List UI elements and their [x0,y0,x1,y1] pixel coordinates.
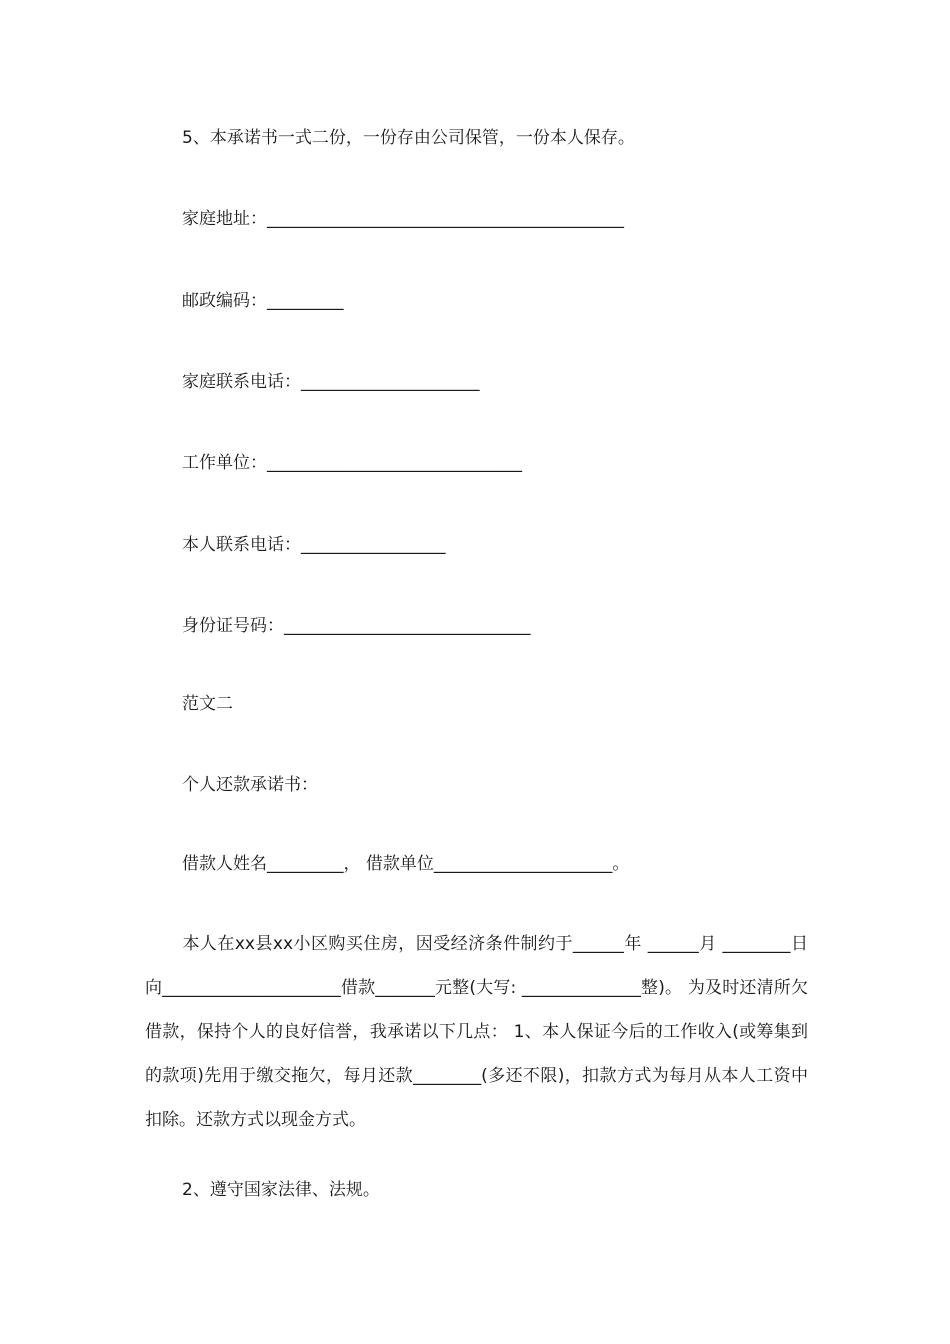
borrower-line: 借款人姓名_________， 借款单位_____________________。 [182,854,630,874]
work-unit-field: 工作单位：______________________________ [182,453,522,473]
home-phone-field: 家庭联系电话：_____________________ [182,372,480,392]
letter-title: 个人还款承诺书： [182,775,318,795]
home-address-field: 家庭地址：__________________________________________ [182,209,624,229]
body-paragraph [145,922,808,1142]
id-number-field: 身份证号码：_____________________________ [182,616,531,636]
personal-phone-field: 本人联系电话：_________________ [182,535,446,555]
body-paragraph-text: 本人在xx县xx小区购买住房，因受经济条件制约于______年 ______月 ________日向_____________________借款_______元整(大写: ______________整)。 为及时还清所欠借款，保持个人的良好信誉，我承诺以下几点： 1、本人保证今后的工作收入(或筹集到的款项)先用于缴交拖欠，每月还款________(多还不限)，扣款方式为每月从本人工资中扣除。还款方式以现金方式。 [145,934,808,1130]
section-title: 范文二 [182,694,233,714]
clause-5: 5、本承诺书一式二份，一份存由公司保管，一份本人保存。 [182,128,635,148]
clause-2: 2、遵守国家法律、法规。 [182,1180,380,1200]
postal-code-field: 邮政编码：_________ [182,291,344,311]
